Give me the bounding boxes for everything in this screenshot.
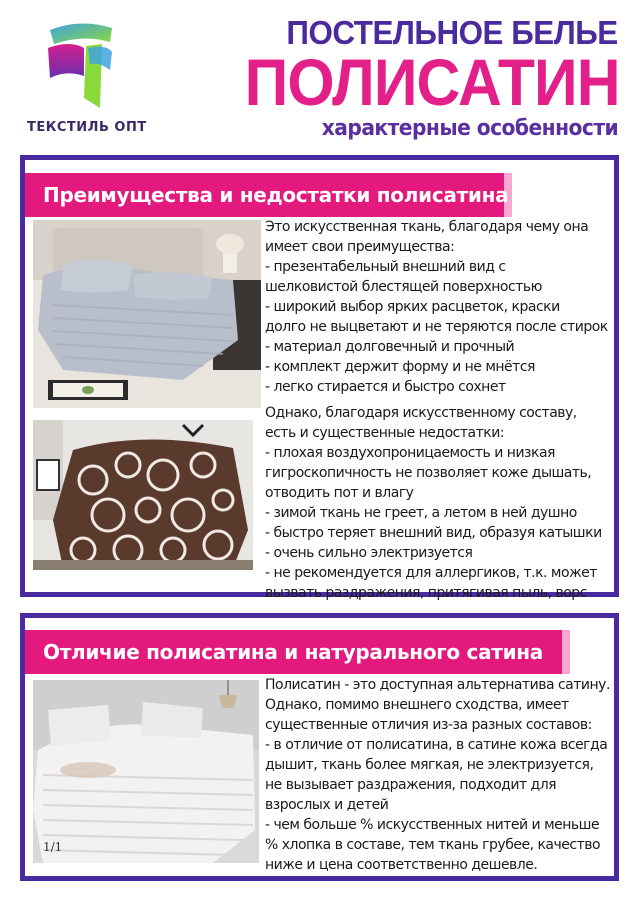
disadvantages-text	[265, 403, 602, 603]
text-line: - очень сильно электризуется	[265, 545, 473, 561]
text-line: вызвать раздражения, притягивая пыль, ворс	[265, 585, 587, 601]
white-bedding-photo	[33, 680, 259, 863]
page-title-line1: ПОСТЕЛЬНОЕ БЕЛЬЕ	[286, 14, 618, 51]
text-line: шелковистой блестящей поверхностью	[265, 279, 542, 295]
grey-bedding-photo	[33, 220, 261, 408]
text-line: - широкий выбор ярких расцветок, краски	[265, 299, 560, 315]
advantages-text	[265, 217, 608, 397]
text-line: Полисатин - это доступная альтернатива сатину.	[265, 677, 610, 693]
text-line: - не рекомендуется для аллергиков, т.к. может	[265, 565, 597, 581]
brand-name: ТЕКСТИЛЬ ОПТ	[27, 120, 147, 135]
text-line: Это искусственная ткань, благодаря чему она	[265, 219, 589, 235]
pros-cons-section	[20, 155, 619, 601]
text-line: - комплект держит форму и не мнётся	[265, 359, 535, 375]
text-line: - в отличие от полисатина, в сатине кожа всегда	[265, 737, 608, 753]
text-line: - зимой ткань не греет, а летом в ней душно	[265, 505, 577, 521]
text-line: Однако, помимо внешнего сходства, имеет	[265, 697, 569, 713]
text-line: ниже и цена соответственно дешевле.	[265, 857, 538, 873]
photo-caption: 1/1	[43, 840, 63, 854]
text-line: % хлопка в составе, тем ткань грубее, качество	[265, 837, 601, 853]
text-line: - презентабельный внешний вид с	[265, 259, 506, 275]
text-line: - чем больше % искусственных нитей и меньше	[265, 817, 600, 833]
text-line: не вызывает раздражения, подходит для	[265, 777, 557, 793]
text-line: - быстро теряет внешний вид, образуя катышки	[265, 525, 602, 541]
text-line: - материал долговечный и прочный	[265, 339, 515, 355]
text-line: гигроскопичность не позволяет коже дышать,	[265, 465, 592, 481]
text-line: дышит, ткань более мягкая, не электризуется,	[265, 757, 594, 773]
text-line: имеет свои преимущества:	[265, 239, 455, 255]
text-line: Однако, благодаря искусственному составу,	[265, 405, 577, 421]
page-subtitle: характерные особенности	[321, 116, 618, 141]
text-line: отводить пот и влагу	[265, 485, 414, 501]
text-line: - легко стирается и быстро сохнет	[265, 379, 506, 395]
section-heading: Отличие полисатина и натурального сатина	[25, 630, 570, 674]
comparison-section	[20, 613, 619, 881]
stylized-T-logo-icon	[40, 18, 120, 110]
text-line: взрослых и детей	[265, 797, 389, 813]
section-heading: Преимущества и недостатки полисатина	[25, 173, 512, 217]
text-line: существенные отличия из-за разных составов:	[265, 717, 592, 733]
patterned-bedding-photo	[33, 420, 253, 570]
text-line: - плохая воздухопроницаемость и низкая	[265, 445, 555, 461]
page-title-line2: ПОЛИСАТИН	[244, 45, 620, 119]
text-line: есть и существенные недостатки:	[265, 425, 505, 441]
comparison-text	[265, 675, 610, 875]
text-line: долго не выцветают и не теряются после стирок	[265, 319, 608, 335]
